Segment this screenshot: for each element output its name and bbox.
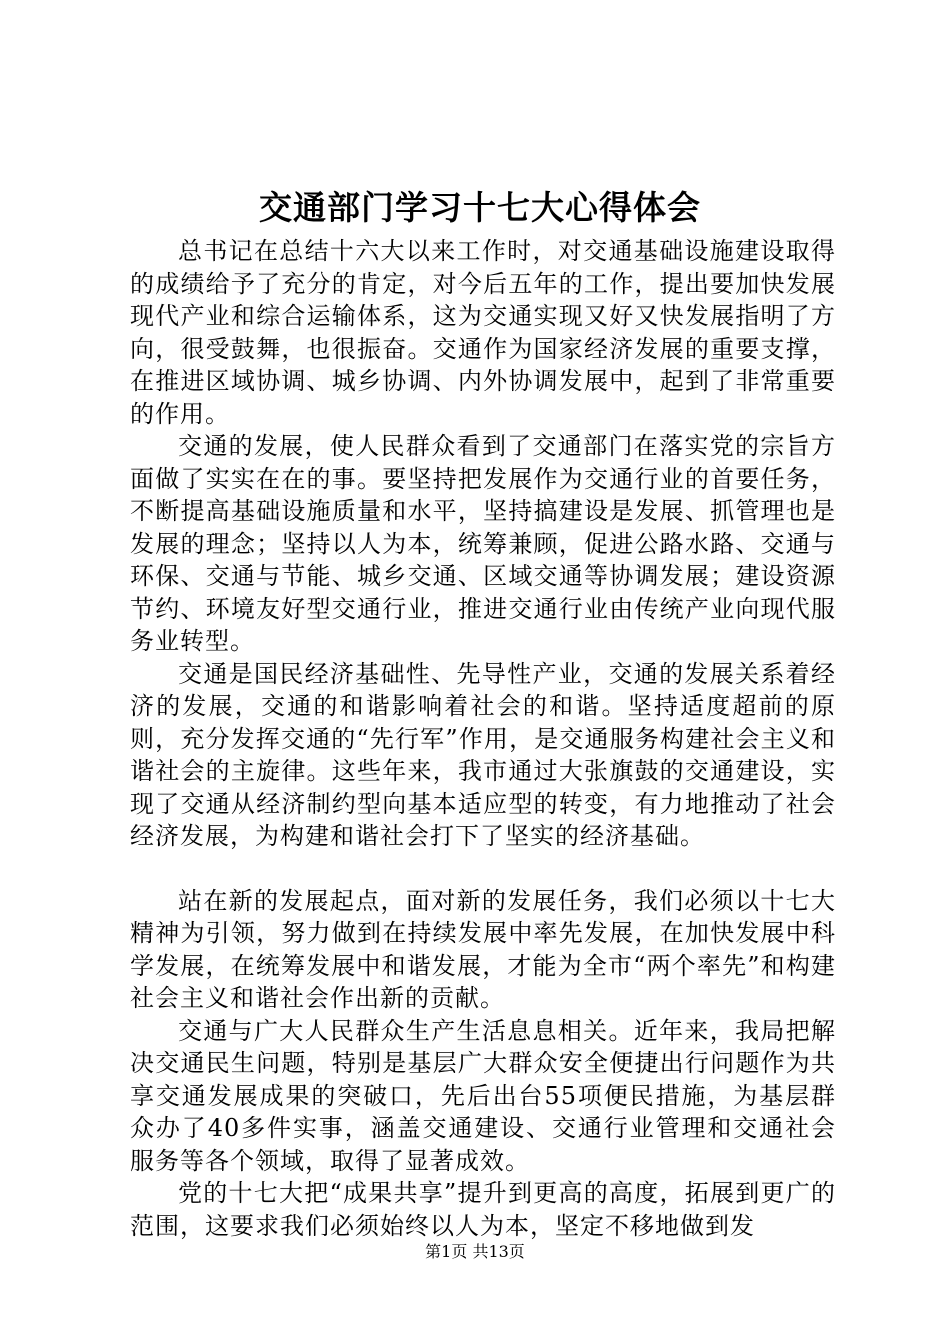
- paragraph: 交通与广大人民群众生产生活息息相关。近年来，我局把解决交通民生问题，特别是基层广大群众安全便捷出行问题作为共享交通发展成果的突破口，先后出台55项便民措施，为基层群众办了40多件实事，涵盖交通建设、交通行业管理和交通社会服务等各个领域，取得了显著成效。: [130, 1016, 836, 1175]
- paragraph: 交通的发展，使人民群众看到了交通部门在落实党的宗旨方面做了实实在在的事。要坚持把发展作为交通行业的首要任务，不断提高基础设施质量和水平，坚持搞建设是发展、抓管理也是发展的理念；坚持以人为本，统筹兼顾，促进公路水路、交通与环保、交通与节能、城乡交通、区域交通等协调发展；建设资源节约、环境友好型交通行业，推进交通行业由传统产业向现代服务业转型。: [130, 432, 836, 655]
- paragraph: 交通是国民经济基础性、先导性产业，交通的发展关系着经济的发展，交通的和谐影响着社会的和谐。坚持适度超前的原则，充分发挥交通的“先行军”作用，是交通服务构建社会主义和谐社会的主旋律。这些年来，我市通过大张旗鼓的交通建设，实现了交通从经济制约型向基本适应型的转变，有力地推动了社会经济发展，为构建和谐社会打下了坚实的经济基础。: [130, 659, 836, 850]
- paragraph: 党的十七大把“成果共享”提升到更高的高度，拓展到更广的范围，这要求我们必须始终以人为本，坚定不移地做到发: [130, 1179, 836, 1240]
- page-number: 第1页 共13页: [425, 1242, 525, 1261]
- paragraph: 站在新的发展起点，面对新的发展任务，我们必须以十七大精神为引领，努力做到在持续发展中率先发展，在加快发展中科学发展，在统筹发展中和谐发展，才能为全市“两个率先”和构建社会主义和谐社会作出新的贡献。: [130, 886, 836, 1012]
- document-title: 交通部门学习十七大心得体会: [259, 188, 701, 227]
- document-body: [130, 235, 836, 1242]
- paragraph: 总书记在总结十六大以来工作时，对交通基础设施建设取得的成绩给予了充分的肯定，对今后五年的工作，提出要加快发展现代产业和综合运输体系，这为交通实现又好又快发展指明了方向，很受鼓舞，也很振奋。交通作为国家经济发展的重要支撑，在推进区域协调、城乡协调、内外协调发展中，起到了非常重要的作用。: [130, 237, 836, 428]
